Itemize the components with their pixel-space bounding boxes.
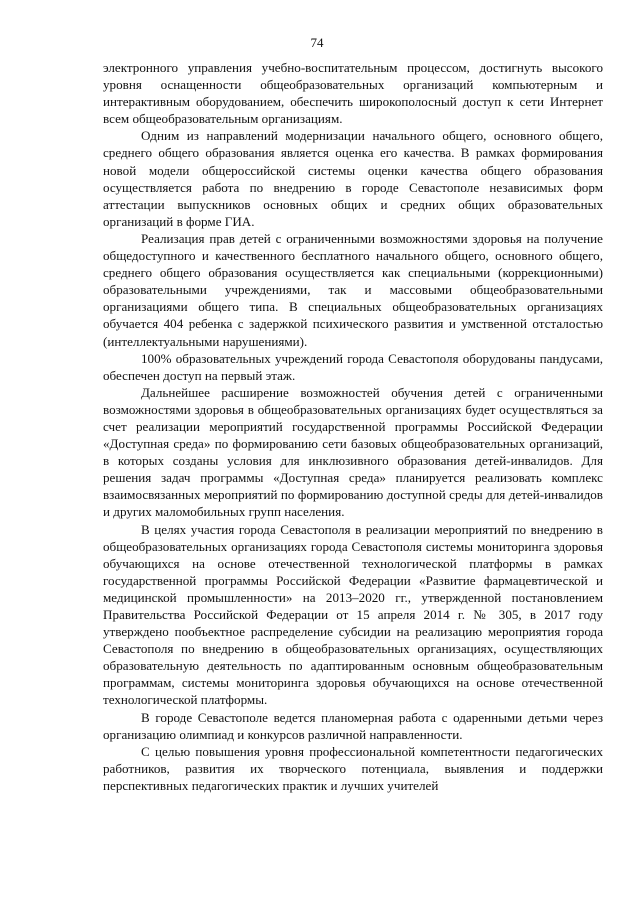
paragraph-ramps: 100% образовательных учреждений города Севастополя оборудованы пандусами, обеспечен доступ на первый этаж.	[103, 350, 603, 383]
paragraph-gifted-children: В городе Севастополе ведется планомерная работа с одаренными детьми через организацию олимпиад и конкурсов различной направленности.	[103, 709, 603, 742]
page-number: 74	[310, 35, 324, 50]
paragraph-teacher-competence: С целью повышения уровня профессиональной компетентности педагогических работников, развития их творческого потенциала, выявления и поддержки перспективных педагогических практик и лучших учителей	[103, 743, 603, 793]
paragraph-disabled-children-rights: Реализация прав детей с ограниченными возможностями здоровья на получение общедоступного и качественного бесплатного начального общего, основного общего, среднего общего образования осуществляется как специальными (коррекционными) образовательными учреждениями, так и массовыми общеобразовательными организациями общего типа. В специальных общеобразовательных организациях обучается 404 ребенка с задержкой психического развития и умственной отсталостью (интеллектуальными нарушениями).	[103, 230, 603, 349]
paragraph-continuation: электронного управления учебно-воспитательным процессом, достигнуть высокого уровня оснащенности общеобразовательных организаций компьютерным и интерактивным оборудованием, обеспечить широкополосный доступ к сети Интернет всем общеобразовательным организациям.	[103, 60, 603, 127]
paragraph-quality-assessment: Одним из направлений модернизации начального общего, основного общего, среднего общего образования является оценка его качества. В рамках формирования новой модели общероссийской системы оценки качества общего образования осуществляется работа по внедрению в городе Севастополе независимых форм аттестации выпускников основных общих и средних общих образовательных организаций в форме ГИА.	[103, 128, 603, 229]
paragraph-accessible-environment: Дальнейшее расширение возможностей обучения детей с ограниченными возможностями здоровья в общеобразовательных организациях будет осуществляться за счет реализации мероприятий государственной программы Российской Федерации «Доступная среда» по формированию сети базовых общеобразовательных организаций, в которых созданы условия для инклюзивного образования детей-инвалидов. Для решения задач программы «Доступная среда» планируется реализовать комплекс взаимосвязанных мероприятий по формированию доступной среды для детей-инвалидов и других маломобильных групп населения.	[103, 384, 603, 520]
document-body	[103, 59, 603, 794]
paragraph-health-monitoring: В целях участия города Севастополя в реализации мероприятий по внедрению в общеобразовательных организациях города Севастополя системы мониторинга здоровья обучающихся на основе отечественной технологической платформы в рамках государственной программы Российской Федерации «Развитие фармацевтической и медицинской промышленности» на 2013–2020 гг., утвержденной постановлением Правительства Российской Федерации от 15 апреля 2014 г. № 305, в 2017 году утверждено пообъектное распределение субсидии на реализацию мероприятия города Севастополя по внедрению в общеобразовательных организациях, осуществляющих образовательную деятельность по адаптированным основным общеобразовательным программам, системы мониторинга здоровья обучающихся на основе отечественной технологической платформы.	[103, 521, 603, 708]
